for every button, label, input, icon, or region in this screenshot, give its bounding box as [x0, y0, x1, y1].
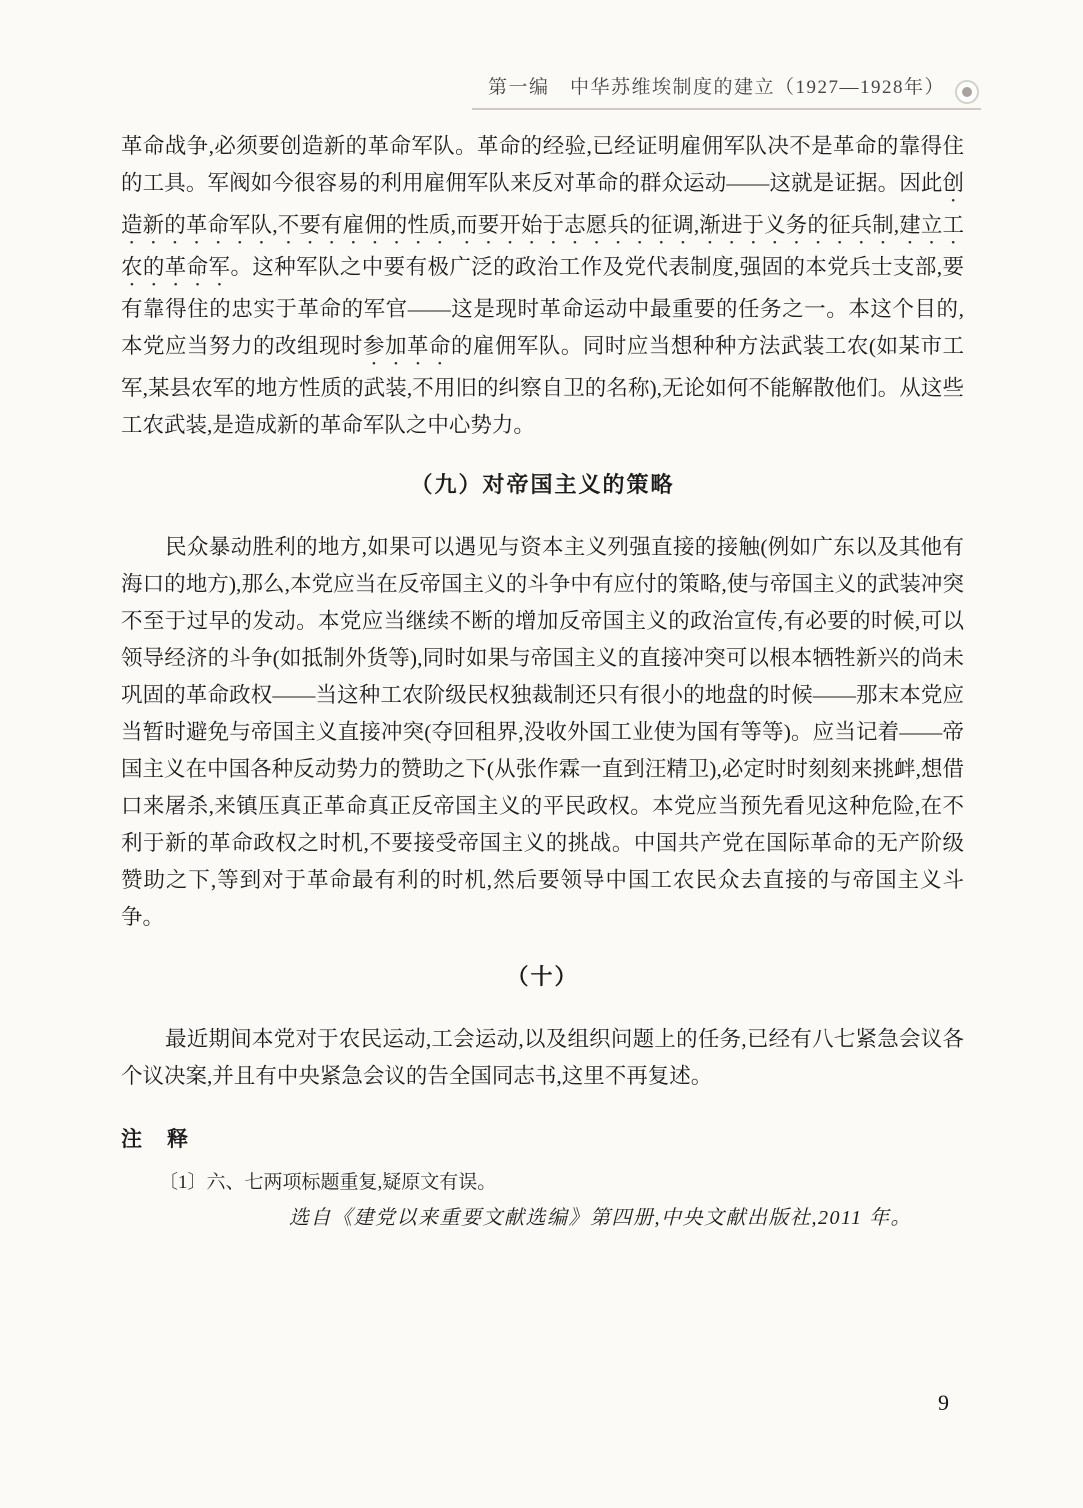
running-header	[472, 72, 981, 110]
section-nine-paragraph: 民众暴动胜利的地方,如果可以遇见与资本主义列强直接的接触(例如广东以及其他有海口的地方),那么,本党应当在反帝国主义的斗争中有应付的策略,使与帝国主义的武装冲突不至于过早的发动。本党应当继续不断的增加反帝国主义的政治宣传,有必要的时候,可以领导经济的斗争(如抵制外货等),同时如果与帝国主义的直接冲突可以根本牺牲新兴的尚未巩固的革命政权——当这种工农阶级民权独裁制还只有很小的地盘的时候——那末本党应当暂时避免与帝国主义直接冲突(夺回租界,没收外国工业使为国有等等)。应当记着——帝国主义在中国各种反动势力的赞助之下(从张作霖一直到汪精卫),必定时时刻刻来挑衅,想借口来屠杀,来镇压真正革命真正反帝国主义的平民政权。本党应当预先看见这种危险,在不利于新的革命政权之时机,不要接受帝国主义的挑战。中国共产党在国际革命的无产阶级赞助之下,等到对于革命最有利的时机,然后要领导中国工农民众去直接的与帝国主义斗争。	[121, 535, 964, 929]
notes-heading: 注 释	[121, 1128, 190, 1151]
notes-section	[121, 1121, 964, 1200]
emphasized-text: 创造新的革命军队,不要有雇佣的性质,而要开始于志愿兵的征调,渐进于义务的征兵制,建立工农的革命军	[121, 171, 964, 279]
page-number: 9	[938, 1390, 949, 1415]
bullseye-icon	[955, 80, 979, 104]
source-attribution: 选自《建党以来重要文献选编》第四册,中央文献出版社,2011 年。	[288, 1207, 912, 1229]
paragraph-text: 。这种军队之中要有极广泛的政治工作及党代表制度,强固的本党兵士支部,要有靠得住的忠实于革命的军官——这是现时革命运动中最重要的任务之一。本这个目的,本党应当努力的改组现时	[121, 255, 964, 358]
paragraph-text: 革命战争,必须要创造新的革命军队。革命的经验,已经证明雇佣军队决不是革命的靠得住的工具。军阀如今很容易的利用雇佣军队来反对革命的群众运动——这就是证据。因此	[121, 134, 964, 195]
note-item: 〔1〕六、七两项标题重复,疑原文有误。	[159, 1172, 497, 1193]
paragraph-continuation	[121, 128, 964, 444]
emphasized-text: 参加革命	[362, 334, 451, 358]
section-ten-paragraph: 最近期间本党对于农民运动,工会运动,以及组织问题上的任务,已经有八七紧急会议各个议决案,并且有中央紧急会议的告全国同志书,这里不再复述。	[121, 1027, 964, 1088]
paragraph-text: 的雇佣军队。同时应当想种种方法武装工农(如某市工军,某县农军的地方性质的武装,不用旧的纠察自卫的名称),无论如何不能解散他们。从这些工农武装,是造成新的革命军队之中心势力。	[121, 334, 964, 437]
running-header-title: 第一编 中华苏维埃制度的建立（1927—1928年）	[487, 77, 945, 98]
section-nine-heading: （九）对帝国主义的策略	[410, 472, 675, 497]
bullseye-icon-dot	[962, 87, 972, 97]
running-header-rule	[472, 72, 981, 110]
text-column	[121, 128, 964, 1237]
section-ten-heading: （十）	[506, 964, 579, 989]
